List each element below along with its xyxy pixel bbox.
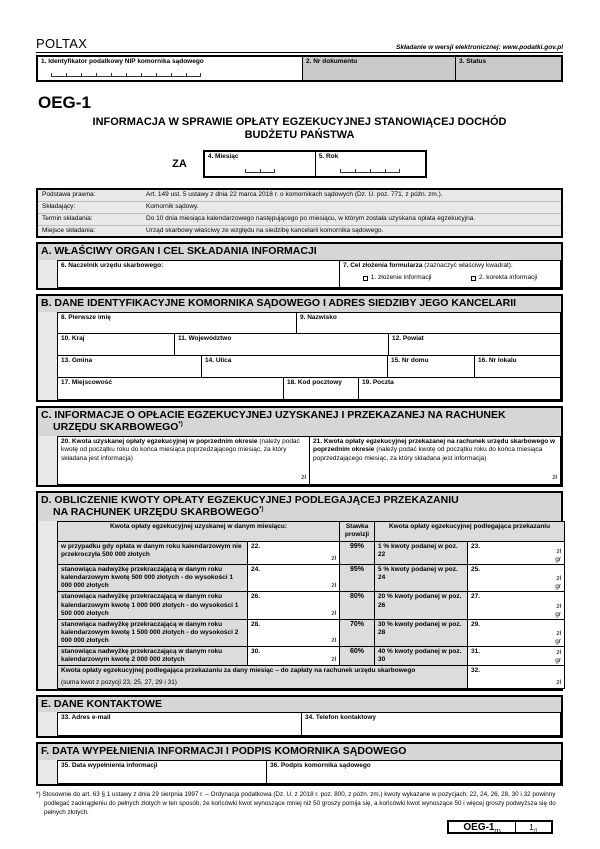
- row-4-rate: 70%: [340, 619, 375, 646]
- footnote-asterisk: *): [36, 790, 43, 798]
- field-16-unit-no-box[interactable]: [475, 356, 561, 378]
- poltax-logo: POLTAX: [36, 36, 88, 51]
- section-d-title-line1: D. OBLICZENIE KWOTY OPŁATY EGZEKUCYJNEJ PODLEGAJĄCEJ PRZEKAZANIU: [41, 493, 459, 506]
- row-2-rate: 95%: [340, 565, 375, 592]
- field-26-currency: zł: [331, 609, 337, 617]
- field-36-label: 36. Podpis komornika sądowego: [270, 761, 371, 769]
- legal-row-basis: [38, 190, 561, 201]
- field-36-signature-box[interactable]: [267, 760, 561, 784]
- field-12-county-box[interactable]: [389, 334, 561, 356]
- year-digit-boxes[interactable]: [340, 169, 400, 173]
- option-2-checkbox-icon[interactable]: [471, 276, 476, 281]
- field-9-surname-box[interactable]: [297, 312, 561, 334]
- form-title-line1: INFORMACJA W SPRAWIE OPŁATY EGZEKUCYJNEJ STANOWIĄCEJ DOCHÓD: [92, 116, 507, 128]
- section-c-title-line2: URZĘDU SKARBOWEGO*): [53, 421, 183, 434]
- section-a-body: [38, 260, 561, 288]
- footer-form-code: OEG-$1_{(1)}$: [463, 822, 501, 836]
- footnote-mark: *): [178, 421, 183, 428]
- summary-bold-text: Kwota opłaty egzekucyjnej podlegająca przekazaniu za dany miesiąc – do zapłaty na rachunek urzędu skarbowego: [61, 667, 416, 675]
- header-amount: Kwota opłaty egzekucyjnej uzyskanej w danym miesiącu:: [58, 522, 340, 542]
- legal-deadline-label: Termin składania:: [42, 214, 93, 222]
- field-13-label: 13. Gmina: [61, 356, 93, 364]
- section-f-body: [38, 760, 561, 784]
- field-8-first-name-box[interactable]: [57, 312, 297, 334]
- field-7-label: 7. Cel złożenia formularza: [343, 262, 425, 270]
- field-18-postal-code-box[interactable]: [284, 378, 359, 400]
- row-1-formula: 1 % kwoty podanej w poz. 22: [375, 542, 468, 565]
- field-34-label: 34. Telefon kontaktowy: [305, 714, 377, 722]
- row-5-rate: 60%: [340, 647, 375, 666]
- nip-field-box[interactable]: [38, 57, 302, 80]
- legal-deadline-value: Do 10 dnia miesiąca kalendarzowego następującego po miesiącu, w którym została uzyskana opłata egzekucyjna.: [146, 214, 476, 222]
- field-27-zl: zł: [556, 602, 562, 610]
- section-b-title: B. DANE IDENTYFIKACYJNE KOMORNIKA SĄDOWEGO I ADRES SIEDZIBY JEGO KANCELARII: [38, 296, 561, 312]
- section-d-title-line2: NA RACHUNEK URZĘDU SKARBOWEGO*): [53, 506, 264, 519]
- field-24-currency: zł: [331, 582, 337, 590]
- option-1-checkbox-icon[interactable]: [363, 276, 368, 281]
- field-19-post-office-box[interactable]: [359, 378, 561, 400]
- row-2-formula: 5 % kwoty podanej w poz. 24: [375, 565, 468, 592]
- field-17-city-box[interactable]: [57, 378, 284, 400]
- option-2-correction[interactable]: [471, 274, 537, 282]
- field-30-currency: zł: [331, 656, 337, 664]
- field-20-obtained-fee-box[interactable]: [57, 436, 310, 485]
- footnote: [36, 790, 563, 817]
- field-29-number: 29.: [471, 620, 481, 628]
- field-18-label: 18. Kod pocztowy: [287, 378, 342, 386]
- field-20-currency: zł: [301, 474, 306, 482]
- row-3-formula: 20 % kwoty podanej w poz. 26: [375, 592, 468, 619]
- field-30-amount-box[interactable]: [248, 647, 340, 666]
- field-23-gr: gr: [555, 555, 562, 563]
- legal-row-place: [38, 225, 561, 237]
- field-25-zl: zł: [556, 575, 562, 583]
- field-29-gr: gr: [555, 638, 562, 645]
- field-17-label: 17. Miejscowość: [61, 378, 112, 386]
- field-7-purpose-box: [340, 260, 561, 288]
- row-5-formula: 40 % kwoty podanej w poz. 30: [375, 647, 468, 666]
- field-15-label: 15. Nr domu: [391, 356, 429, 364]
- form-title-line2: BUDŻETU PAŃSTWA: [244, 129, 355, 142]
- summary-note-text: (suma kwot z pozycji 23, 25, 27, 29 i 31): [61, 678, 177, 686]
- legal-info-box: [36, 188, 563, 238]
- field-31-gr: gr: [555, 657, 562, 665]
- field-6-tax-office-box[interactable]: [57, 260, 340, 288]
- field-23-zl: zł: [556, 547, 562, 555]
- legal-place-value: Urząd skarbowy właściwy ze względu na siedzibę kancelarii komornika sądowego.: [146, 226, 384, 234]
- field-29-result-box[interactable]: [468, 619, 565, 646]
- row-3-rate: 80%: [340, 592, 375, 619]
- field-21-currency: zł: [552, 474, 557, 482]
- row-1-description: w przypadku gdy opłata w danym roku kalendarzowym nie przekroczyła 500 000 złotych: [58, 542, 248, 565]
- legal-place-label: Miejsce składania:: [42, 226, 96, 234]
- field-11-label: 11. Województwo: [178, 334, 232, 342]
- field-7-note: (zaznaczyć właściwy kwadrat):: [424, 262, 513, 270]
- field-28-amount-box[interactable]: [248, 619, 340, 646]
- field-10-label: 10. Kraj: [61, 334, 85, 342]
- footer-form-variant: (1): [494, 829, 501, 836]
- field-26-amount-box[interactable]: [248, 592, 340, 619]
- field-16-label: 16. Nr lokalu: [478, 356, 517, 364]
- option-2-label: 2. korekta informacji: [479, 274, 538, 282]
- footnote-text: Stosownie do art. 63 § 1 ustawy z dnia 29 sierpnia 1997 r. – Ordynacja podatkowa (Dz. U. z 2018 r. poz. 800, z późn. zm.) kwoty wykazane w pozycjach: 22, 24, 26, 28, 30 i 32 powinny podlegać zaokrągleniu do pełnych złotych w ten sposób, że końcówki kwot wynoszące mniej niż 50 groszy pomija się, a końcówki kwot wynoszące 50 i więcej groszy podwyższa się do pełnych złotych.: [42, 790, 556, 817]
- footer-row: [36, 820, 553, 834]
- field-29-zl: zł: [556, 630, 562, 637]
- field-9-label: 9. Nazwisko: [300, 313, 337, 321]
- option-1-label: 1. złożenie informacji: [370, 274, 432, 282]
- purpose-options: [343, 274, 557, 282]
- row-3-description: stanowiąca nadwyżkę przekraczającą w danym roku kalendarzowym kwotę 1 000 000 złotych - do wysokości 1 500 000 złotych: [58, 592, 248, 619]
- header-transfer: Kwota opłaty egzekucyjnej podlegająca przekazaniu: [375, 522, 565, 542]
- field-32-currency: zł: [556, 678, 562, 686]
- field-6-label: 6. Naczelnik urzędu skarbowego:: [61, 262, 164, 270]
- section-e-body: [38, 712, 561, 736]
- summary-description: [58, 666, 468, 688]
- field-15-house-no-box[interactable]: [388, 356, 475, 378]
- footer-page-total: /1: [533, 828, 538, 835]
- row-2-description: stanowiąca nadwyżkę przekraczającą w danym roku kalendarzowym kwotę 500 000 złotych - do wysokości 1 000 000 złotych: [58, 565, 248, 592]
- field-22-currency: zł: [331, 554, 337, 562]
- field-35-date-box[interactable]: [57, 760, 267, 784]
- field-31-zl: zł: [556, 649, 562, 657]
- field-10-country-box[interactable]: [57, 334, 175, 356]
- field-21-transferred-fee-box[interactable]: [310, 436, 561, 485]
- field-20-note: (należy podać kwotę od początku roku do końca miesiąca poprzedzającego miesiąc, za który składana jest informacja): [61, 437, 300, 462]
- document-number-cell: [302, 57, 455, 80]
- legal-basis-label: Podstawa prawna:: [42, 191, 96, 199]
- section-d-body: [38, 521, 561, 689]
- field-13-commune-box[interactable]: [57, 356, 202, 378]
- legal-row-deadline: [38, 213, 561, 225]
- period-box: [203, 150, 427, 178]
- form-code-heading: OEG-1: [38, 93, 91, 112]
- field-35-label: 35. Data wypełnienia informacji: [61, 761, 158, 769]
- calculation-table: [57, 521, 565, 689]
- field-24-amount-box[interactable]: [248, 565, 340, 592]
- efiling-note: Składanie w wersji elektronicznej: www.podatki.gov.pl: [396, 44, 563, 51]
- field-28-number: 28.: [251, 620, 261, 628]
- masthead: [36, 36, 563, 53]
- form-title: [36, 116, 563, 142]
- field-11-voivodeship-box[interactable]: [175, 334, 389, 356]
- section-f-title: F. DATA WYPEŁNIENIA INFORMACJI I PODPIS KOMORNIKA SĄDOWEGO: [38, 744, 561, 760]
- nip-digit-boxes[interactable]: [51, 73, 201, 77]
- field-27-number: 27.: [471, 593, 481, 601]
- field-25-result-box[interactable]: [468, 565, 565, 592]
- section-c-body: [38, 436, 561, 485]
- field-28-currency: zł: [331, 637, 337, 644]
- za-label: ZA: [172, 158, 187, 171]
- field-31-result-box[interactable]: [468, 647, 565, 666]
- section-c-title-line1: C. INFORMACJE O OPŁACIE EGZEKUCYJNEJ UZYSKANEJ I PRZEKAZANEJ NA RACHUNEK: [41, 408, 506, 421]
- field-19-label: 19. Poczta: [362, 378, 394, 386]
- legal-filer-value: Komornik sądowy.: [146, 203, 199, 211]
- field-20-label: 20. Kwota uzyskanej opłaty egzekucyjnej w poprzednim okresie: [61, 437, 260, 445]
- field-25-number: 25.: [471, 566, 481, 573]
- nip-field-label: 1. Identyfikator podatkowy NIP komornika sądowego: [41, 58, 204, 65]
- section-d-title: [38, 493, 561, 521]
- row-4-description: stanowiąca nadwyżkę przekraczającą w danym roku kalendarzowym kwotę 1 500 000 złotych - do wysokości 2 000 000 złotych: [58, 619, 248, 646]
- section-e-title: E. DANE KONTAKTOWE: [38, 697, 561, 713]
- year-field-label: 5. Rok: [318, 153, 339, 161]
- field-25-gr: gr: [555, 583, 562, 591]
- legal-row-filer: [38, 201, 561, 213]
- section-a-title: A. WŁAŚCIWY ORGAN I CEL SKŁADANIA INFORMACJI: [38, 244, 561, 260]
- section-d: [36, 491, 563, 691]
- row-4-formula: 30 % kwoty podanej w poz. 28: [375, 619, 468, 646]
- status-label: 3. Status: [459, 58, 487, 65]
- row-5-description: stanowiąca nadwyżkę przekraczającą w danym roku kalendarzowym kwotę 2 000 000 złotych: [58, 647, 248, 666]
- section-c-title: [38, 408, 561, 436]
- period-row: [36, 150, 563, 178]
- field-14-label: 14. Ulica: [205, 356, 232, 364]
- field-26-number: 26.: [251, 593, 261, 601]
- header-rate: Stawka prowizji: [340, 522, 375, 542]
- section-e: [36, 695, 563, 739]
- month-digit-boxes[interactable]: [245, 169, 275, 173]
- field-23-result-box[interactable]: [468, 542, 565, 565]
- field-14-street-box[interactable]: [202, 356, 388, 378]
- legal-basis-value: Art. 149 ust. 5 ustawy z dnia 22 marca 2018 r. o komornikach sądowych (Dz. U. poz. 771, z późn. zm.).: [146, 191, 443, 199]
- document-number-label: 2. Nr dokumentu: [306, 58, 358, 65]
- form-page: [36, 36, 563, 834]
- legal-filer-label: Składający:: [42, 203, 76, 211]
- footnote-mark: *): [259, 506, 264, 513]
- month-field-label: 4. Miesiąc: [207, 153, 239, 161]
- field-21-label: 21. Kwota opłaty egzekucyjnej przekazanej na rachunek urzędu skarbowego w poprzednim okresie: [313, 437, 556, 454]
- option-1-filing[interactable]: [363, 274, 432, 282]
- field-34-phone-box[interactable]: [302, 712, 561, 736]
- row-1-rate: 99%: [340, 542, 375, 565]
- id-header-row: [36, 55, 563, 82]
- field-23-number: 23.: [471, 543, 481, 550]
- field-30-number: 30.: [251, 648, 261, 656]
- year-field-box[interactable]: [315, 152, 425, 176]
- field-22-number: 22.: [251, 543, 261, 550]
- section-f: [36, 742, 563, 786]
- section-a: [36, 242, 563, 290]
- footer-page-number: $1_{/1}$: [515, 822, 551, 832]
- field-8-label: 8. Pierwsze imię: [61, 313, 111, 321]
- field-33-email-box[interactable]: [57, 712, 302, 736]
- field-33-label: 33. Adres e-mail: [61, 714, 111, 722]
- section-b-body: [38, 312, 561, 400]
- section-c: [36, 406, 563, 487]
- month-field-box[interactable]: [205, 152, 315, 176]
- field-31-number: 31.: [471, 648, 481, 656]
- field-12-label: 12. Powiat: [392, 334, 424, 342]
- field-27-gr: gr: [555, 610, 562, 618]
- field-22-amount-box[interactable]: [248, 542, 340, 565]
- field-24-number: 24.: [251, 566, 261, 573]
- field-32-number: 32.: [471, 667, 481, 675]
- field-27-result-box[interactable]: [468, 592, 565, 619]
- footer-code-box: [447, 820, 553, 834]
- section-b: [36, 294, 563, 402]
- field-21-note: (należy podać kwotę od początku roku do końca miesiąca poprzedzającego miesiąc, za który składana jest informacja): [313, 446, 543, 462]
- field-32-total-box[interactable]: [468, 666, 565, 688]
- status-cell: [455, 57, 561, 80]
